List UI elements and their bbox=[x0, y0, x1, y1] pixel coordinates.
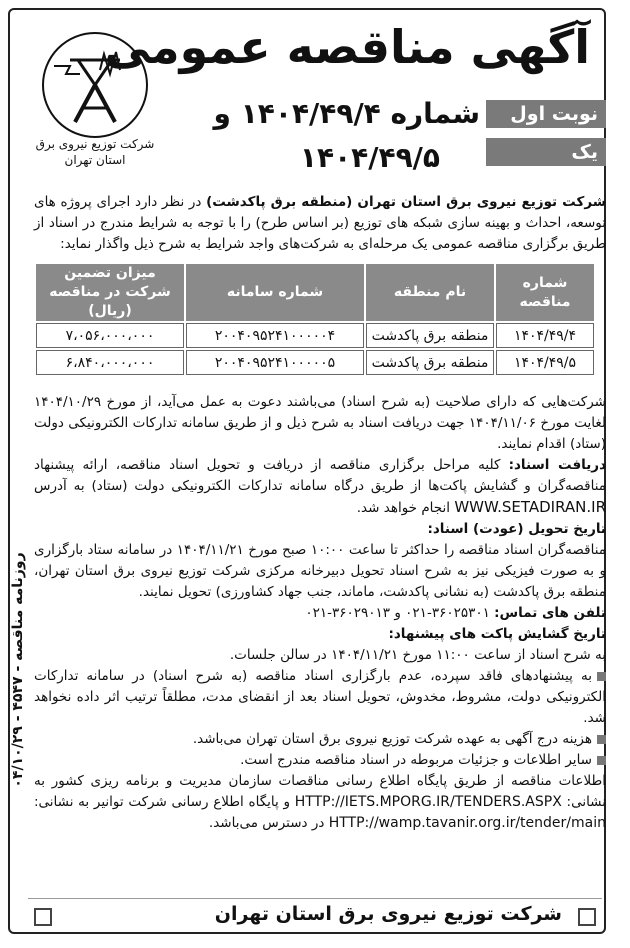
intro-text: در نظر دارد اجرای پروژه های توسعه، احداث و بهینه سازی شبکه های توزیع (بر اساس طرح) را با توجه به شرایط مندرج در اسناد از طریق برگزاری مناقصه عمومی یک مرحله‌ای به شرکت‌های واجد شرایط به شرح ذیل واگذار نماید: bbox=[34, 194, 606, 252]
opening-heading: تاریخ گشایش پاکت های پیشنهاد: bbox=[388, 626, 606, 642]
table-row bbox=[36, 350, 594, 375]
cell-guarantee: ۷،۰۵۶،۰۰۰،۰۰۰ bbox=[36, 323, 184, 348]
opening-text: به شرح اسناد از ساعت ۱۱:۰۰ مورخ ۱۴۰۴/۱۱/۲۱ در سالن جلسات. bbox=[229, 647, 606, 663]
col-region: نام منطقه bbox=[366, 264, 494, 321]
logo-caption-line1: شرکت توزیع نیروی برق bbox=[35, 137, 155, 151]
cell-tender-number: ۱۴۰۴/۴۹/۵ bbox=[496, 350, 594, 375]
col-system-number: شماره سامانه bbox=[186, 264, 364, 321]
cell-system-number: ۲۰۰۴۰۹۵۲۴۱۰۰۰۰۰۴ bbox=[186, 323, 364, 348]
bullet-icon bbox=[597, 756, 606, 765]
bullet-text: به پیشنهادهای فاقد سپرده، عدم بارگزاری اسناد مناقصه (به شرح اسناد) در سامانه تدارکات الکترونیکی دولت، مشروط، مخدوش، تحویل اسناد بعد از انقضای مدت، مطلقاً ترتیب اثر داده نخواهد شد. bbox=[34, 668, 606, 726]
delivery-heading: تاریخ تحویل (عودت) اسناد: bbox=[427, 521, 606, 537]
side-label-text: روزنامه مناقصه - ۴۵۴۷ - ۰۴/۱۰/۲۹ bbox=[10, 552, 26, 788]
logo-caption-line2: استان تهران bbox=[64, 153, 126, 167]
bullet-text: سایر اطلاعات و جزئیات مربوطه در اسناد مناقصه مندرج است. bbox=[240, 752, 592, 768]
iets-link[interactable]: HTTP://IETS.MPORG.IR/TENDERS.ASPX bbox=[294, 794, 562, 810]
delivery-text: مناقصه‌گران اسناد مناقصه را حداکثر تا ساعت ۱۰:۰۰ صبح مورخ ۱۴۰۴/۱۱/۲۱ در سامانه ستاد بارگزاری و به صورت فیزیکی نیز به شرح اسناد تحویل دبیرخانه مرکزی شرکت توزیع نیروی برق استان تهران، منطقه برق پاکدشت (به نشانی پاکدشت، ماماند، جنب جهاد کشاورزی) تحویل نمایند. bbox=[34, 542, 606, 600]
receive-docs-label: دریافت اسناد: bbox=[508, 457, 606, 473]
tender-table bbox=[34, 262, 596, 377]
number-value-1: ۱۴۰۴/۴۹/۴ و bbox=[213, 97, 381, 130]
list-item bbox=[34, 666, 606, 729]
list-item bbox=[34, 729, 606, 750]
footer-square-icon bbox=[34, 908, 52, 926]
table-row bbox=[36, 323, 594, 348]
eligibility-text: شرکت‌هایی که دارای صلاحیت (به شرح اسناد) می‌باشند دعوت به عمل می‌آید، از مورخ ۱۴۰۴/۱۰/۲۹ لغایت مورخ ۱۴۰۴/۱۱/۰۶ جهت دریافت اسناد به شرح ذیل و از طریق سامانه تدارکات الکترونیکی دولت (ستاد) اقدام نمایند. bbox=[34, 394, 606, 452]
cell-guarantee: ۶،۸۴۰،۰۰۰،۰۰۰ bbox=[36, 350, 184, 375]
tender-number-line2: ۱۴۰۴/۴۹/۵ bbox=[299, 141, 440, 174]
bullet-icon bbox=[597, 735, 606, 744]
info-text-1: اطلاعات مناقصه از طریق پایگاه اطلاع رسانی مناقصات سازمان مدیریت و برنامه ریزی کشور به نشانی: bbox=[34, 773, 606, 810]
power-company-logo bbox=[40, 30, 150, 140]
footer-square-icon bbox=[578, 908, 596, 926]
tavanir-link[interactable]: HTTP://wamp.tavanir.org.ir/tender/main bbox=[328, 815, 606, 831]
phones-text: ۳۶۰۲۵۳۰۱-۰۲۱ و ۳۶۰۲۹۰۱۳-۰۲۱ bbox=[305, 605, 495, 621]
footer-company: شرکت توزیع نیروی برق استان تهران bbox=[214, 903, 562, 925]
page-title: آگهی مناقصه عمومی bbox=[104, 20, 590, 74]
cell-region: منطقه برق پاکدشت bbox=[366, 350, 494, 375]
list-item bbox=[34, 750, 606, 771]
cell-system-number: ۲۰۰۴۰۹۵۲۴۱۰۰۰۰۰۵ bbox=[186, 350, 364, 375]
receive-docs bbox=[34, 455, 606, 519]
round-badge: نوبت اول bbox=[486, 100, 606, 128]
number-prefix: شماره bbox=[390, 97, 480, 130]
newspaper-side-label bbox=[6, 520, 30, 820]
info-text-2: و پایگاه اطلاع رسانی شرکت توانیر به نشانی: bbox=[34, 794, 295, 810]
bullet-icon bbox=[597, 672, 606, 681]
table-header-row bbox=[36, 264, 594, 321]
receive-docs-text: کلیه مراحل برگزاری مناقصه از دریافت و تحویل اسناد مناقصه، ارائه پیشنهاد مناقصه‌گران و گشایش پاکت‌ها از طریق درگاه سامانه تدارکات الکترونیکی دولت (ستاد) به آدرس bbox=[34, 457, 606, 494]
logo-caption bbox=[20, 136, 170, 168]
phones bbox=[34, 603, 606, 624]
body-content bbox=[34, 392, 606, 834]
stage-badge: یک مرحله‌ای bbox=[486, 138, 606, 166]
cell-tender-number: ۱۴۰۴/۴۹/۴ bbox=[496, 323, 594, 348]
intro-company: شرکت توزیع نیروی برق استان تهران (منطقه برق پاکدشت) bbox=[206, 194, 606, 210]
col-guarantee: میزان تضمین شرکت در مناقصه (ریال) bbox=[36, 264, 184, 321]
phones-label: تلفن های تماس: bbox=[494, 605, 606, 621]
info-text-3: در دسترس می‌باشد. bbox=[208, 815, 329, 831]
intro-paragraph bbox=[34, 192, 606, 255]
col-tender-number: شماره مناقصه bbox=[496, 264, 594, 321]
receive-docs-suffix: انجام خواهد شد. bbox=[356, 500, 451, 516]
tender-number-line1 bbox=[214, 97, 480, 130]
setad-link[interactable]: WWW.SETADIRAN.IR bbox=[454, 498, 606, 516]
bullet-text: هزینه درج آگهی به عهده شرکت توزیع نیروی برق استان تهران می‌باشد. bbox=[192, 731, 592, 747]
info-text bbox=[34, 771, 606, 834]
footer bbox=[28, 898, 602, 931]
cell-region: منطقه برق پاکدشت bbox=[366, 323, 494, 348]
